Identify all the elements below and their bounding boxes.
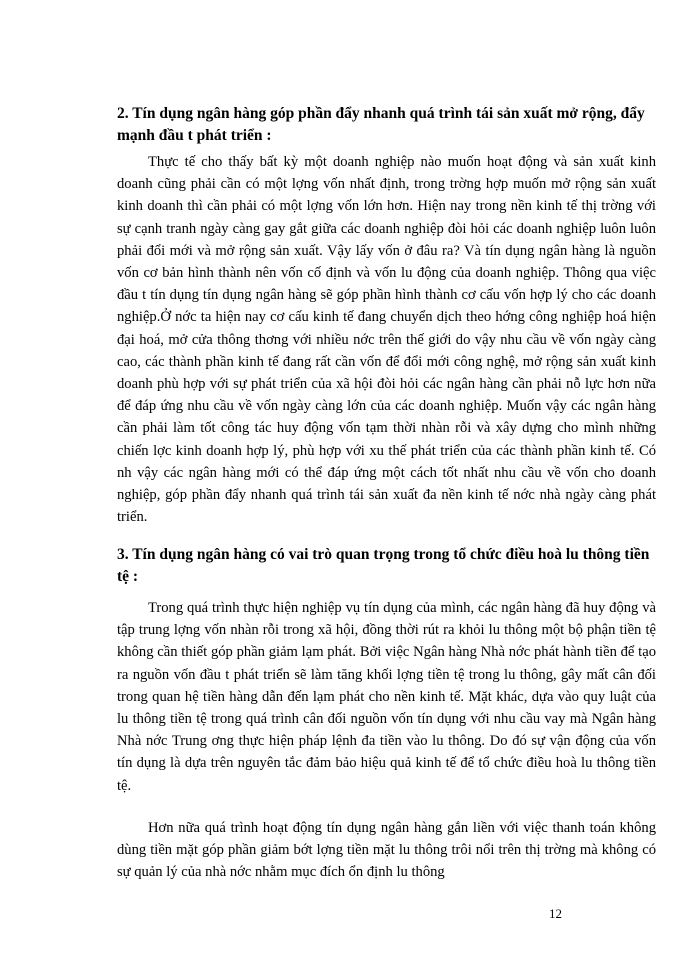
section-2-paragraph: Thực tế cho thấy bất kỳ một doanh nghiệp nào muốn hoạt động và sản xuất kinh doanh cũng phải cần có một lợng vốn nhất định, trong trờng hợp muốn mở rộng sản xuất kinh doanh thì cần phải có một lợng vốn lớn hơn. Hiện nay trong nền kinh tế thị trờng với sự cạnh tranh ngày càng gay gắt giữa các doanh nghiệp đòi hỏi các doanh nghiệp luôn luôn phải đổi mới và mở rộng sản xuất. Vậy lấy vốn ở đâu ra? Và tín dụng ngân hàng là nguồn vốn cơ bản hình thành nên vốn cố định và vốn lu động của doanh nghiệp. Thông qua việc đầu t tín dụng tín dụng ngân hàng sẽ góp phần hình thành cơ cấu vốn hợp lý cho các doanh nghiệp.Ở nớc ta hiện nay cơ cấu kinh tế đang chuyển dịch theo hớng công nghiệp hoá hiện đại hoá, mở cửa thông thơng với nhiều nớc trên thế giới do vậy nhu cầu về vốn ngày càng cao, các thành phần kinh tế đang rất cần vốn để đổi mới công nghệ, mở rộng sản xuất kinh doanh phù hợp với sự phát triển của xã hội đòi hỏi các ngân hàng cần phải nỗ lực hơn nữa để đáp ứng nhu cầu về vốn ngày càng lớn của các doanh nghiệp. Muốn vậy các ngân hàng cần phải làm tốt công tác huy động vốn tạm thời nhàn rỗi và xây dựng cho mình những chiến lợc kinh doanh hợp lý, phù hợp với xu thế phát triển của các thành phần kinh tế. Có nh vậy các ngân hàng mới có thể đáp ứng một cách tốt nhất nhu cầu về vốn cho doanh nghiệp, góp phần đẩy nhanh quá trình tái sản xuất đa nền kinh tế nớc nhà ngày càng phát triển.: [117, 154, 656, 526]
section-3-heading: 3. Tín dụng ngân hàng có vai trò quan trọng trong tổ chức điều hoà lu thông tiền tệ :: [117, 546, 650, 585]
section-2-heading: 2. Tín dụng ngân hàng góp phần đẩy nhanh quá trình tái sản xuất mở rộng, đẩy mạnh đầu t phát triển :: [117, 105, 645, 144]
page-number: 12: [549, 906, 562, 921]
section-3-paragraph-1: Trong quá trình thực hiện nghiệp vụ tín dụng của mình, các ngân hàng đã huy động và tập trung lợng vốn nhàn rỗi trong xã hội, đồng thời rút ra khỏi lu thông một bộ phận tiền tệ không cần thiết góp phần giảm lạm phát. Bởi việc Ngân hàng Nhà nớc phát hành tiền để tạo ra nguồn vốn đầu t phát triển sẽ làm tăng khối lợng tiền tệ trong lu thông, gây mất cân đối trong quan hệ tiền hàng dẫn đến lạm phát cho nền kinh tế. Mặt khác, dựa vào quy luật của lu thông tiền tệ trong quá trình cân đối nguồn vốn tín dụng với nhu cầu vay mà Ngân hàng Nhà nớc Trung ơng thực hiện pháp lệnh đa tiền vào lu thông. Do đó sự vận động của vốn tín dụng là dựa trên nguyên tắc đảm bảo hiệu quả kinh tế để tổ chức điều hoà lu thông tiền tệ.: [117, 600, 656, 794]
section-3-paragraph-2: Hơn nữa quá trình hoạt động tín dụng ngân hàng gắn liền với việc thanh toán không dùng tiền mặt góp phần giảm bớt lợng tiền mặt lu thông trôi nổi trên thị trờng mà không có sự quản lý của nhà nớc nhằm mục đích ổn định lu thông: [117, 820, 656, 881]
